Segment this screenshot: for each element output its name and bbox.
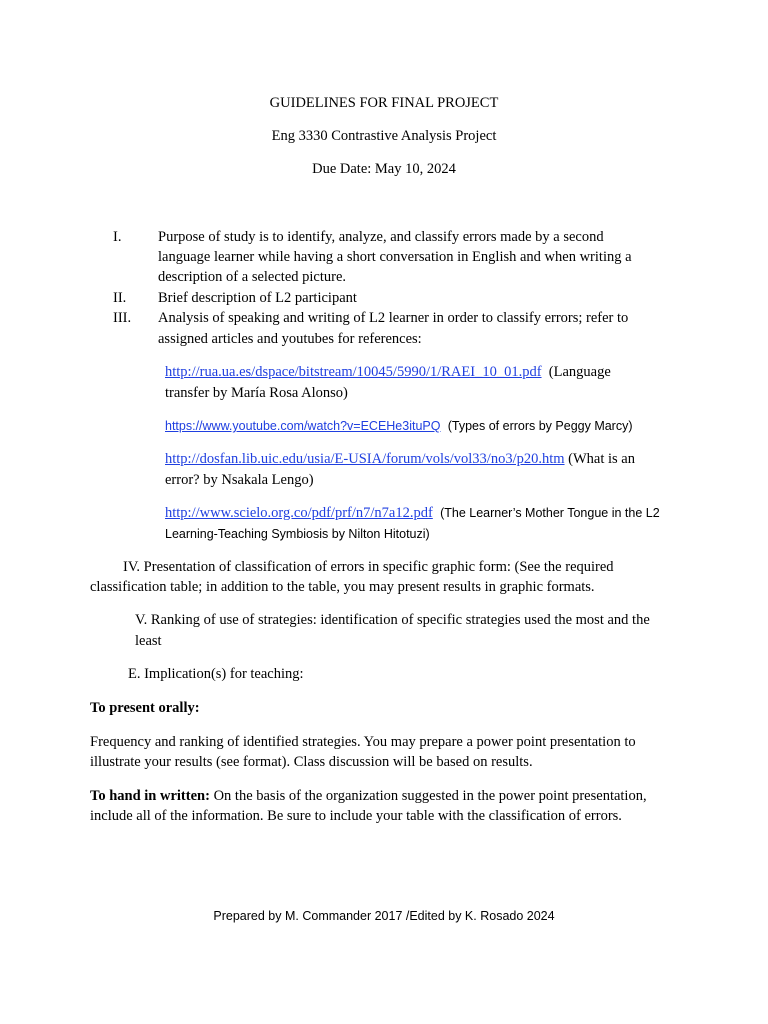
reference-item (165, 416, 633, 437)
reference-item (165, 449, 635, 470)
reference-item (165, 503, 660, 524)
item-text-line: language learner while having a short conversation in English and when writing a (158, 249, 632, 265)
written-heading: To hand in written: (90, 788, 210, 804)
reference-note-cont: Learning-Teaching Symbiosis by Nilton Hitotuzi) (165, 527, 430, 541)
item-text-line: Brief description of L2 participant (158, 290, 357, 306)
reference-note: (What is an (568, 451, 635, 467)
section-v-line: V. Ranking of use of strategies: identification of specific strategies used the most and the (135, 612, 650, 628)
reference-note: (The Learner’s Mother Tongue in the L2 (440, 506, 660, 520)
item-text-line: assigned articles and youtubes for references: (158, 331, 422, 347)
reference-note-cont: transfer by María Rosa Alonso) (165, 385, 348, 401)
written-paragraph (90, 786, 647, 807)
course-name: Eng 3330 Contrastive Analysis Project (271, 128, 497, 144)
reference-note: (Language (548, 364, 611, 380)
written-text-line: include all of the information. Be sure to include your table with the classification of errors. (90, 808, 622, 824)
item-number: I. (113, 229, 122, 245)
oral-text-line: illustrate your results (see format). Class discussion will be based on results. (90, 754, 533, 770)
oral-heading: To present orally: (90, 700, 200, 716)
due-date: Due Date: May 10, 2024 (312, 161, 456, 177)
written-text-line: On the basis of the organization suggested in the power point presentation, (209, 788, 647, 804)
reference-note-cont: error? by Nsakala Lengo) (165, 472, 314, 488)
section-v-line: least (135, 633, 162, 649)
item-text-line: Analysis of speaking and writing of L2 learner in order to classify errors; refer to (158, 310, 629, 326)
section-e: E. Implication(s) for teaching: (128, 666, 304, 682)
item-number: II. (113, 290, 127, 306)
reference-link[interactable]: http://rua.ua.es/dspace/bitstream/10045/5990/1/RAEI_10_01.pdf (165, 364, 542, 380)
section-iv-line: IV. Presentation of classification of errors in specific graphic form: (See the required (123, 559, 614, 575)
section-iv-line: classification table; in addition to the table, you may present results in graphic formats. (90, 579, 595, 595)
reference-link[interactable]: http://www.scielo.org.co/pdf/prf/n7/n7a12.pdf (165, 505, 433, 521)
reference-link[interactable]: https://www.youtube.com/watch?v=ECEHe3ituPQ (165, 419, 441, 433)
item-text-line: description of a selected picture. (158, 269, 347, 285)
reference-link[interactable]: http://dosfan.lib.uic.edu/usia/E-USIA/forum/vols/vol33/no3/p20.htm (165, 451, 565, 467)
item-text-line: Purpose of study is to identify, analyze, and classify errors made by a second (158, 229, 604, 245)
oral-text-line: Frequency and ranking of identified strategies. You may prepare a power point presentation to (90, 734, 636, 750)
reference-item (165, 362, 611, 383)
footer-credit: Prepared by M. Commander 2017 /Edited by K. Rosado 2024 (213, 909, 555, 923)
reference-note: (Types of errors by Peggy Marcy) (447, 419, 633, 433)
item-number: III. (113, 310, 132, 326)
document-title: GUIDELINES FOR FINAL PROJECT (269, 95, 499, 111)
